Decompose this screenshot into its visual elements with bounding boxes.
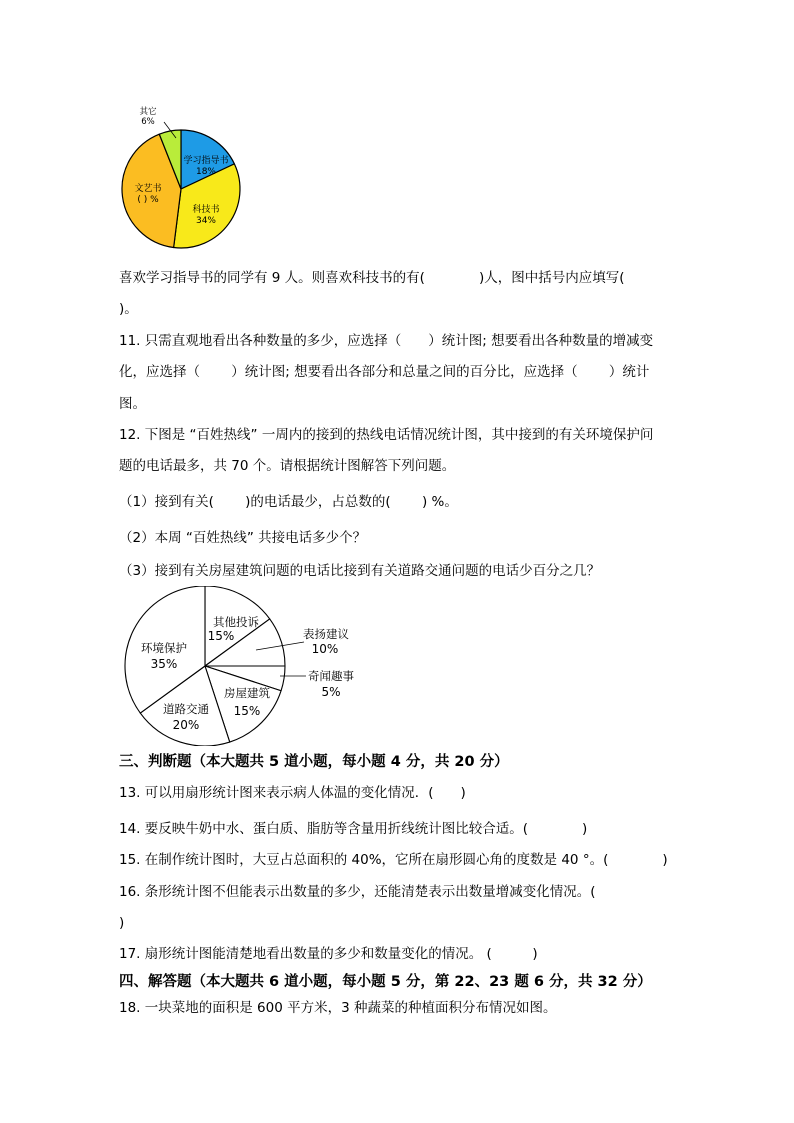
question-12-part-3: （3）接到有关房屋建筑问题的电话比接到有关道路交通问题的电话少百分之几？ bbox=[119, 563, 601, 579]
pie1-value-study: 18% bbox=[195, 167, 217, 177]
text-line: 图。 bbox=[119, 396, 146, 412]
pie2-label-traffic: 道路交通 bbox=[163, 702, 209, 716]
question-16: 16. 条形统计图不但能表示出数量的多少，还能清楚表示出数量增减变化情况。( bbox=[119, 884, 596, 900]
question-18: 18. 一块菜地的面积是 600 平方米，3 种蔬菜的种植面积分布情况如图。 bbox=[119, 1000, 557, 1016]
text-line: 喜欢学习指导书的同学有 9 人。则喜欢科技书的有( )人，图中括号内应填写( bbox=[119, 270, 625, 286]
section-4-heading: 四、解答题（本大题共 6 道小题，每小题 5 分，第 22、23 题 6 分，共 32 分） bbox=[119, 974, 652, 990]
book-pie-chart bbox=[114, 100, 254, 258]
pie2-label-complaints: 其他投诉 bbox=[213, 615, 259, 629]
pie2-value-complaints: 15% bbox=[207, 629, 235, 643]
pie1-label-other: 其它 bbox=[139, 107, 157, 117]
pie2-label-environment: 环境保护 bbox=[141, 641, 187, 655]
question-13: 13. 可以用扇形统计图来表示病人体温的变化情况．( ) bbox=[119, 785, 466, 801]
text-line: 化，应选择（ ）统计图; 想要看出各部分和总量之间的百分比，应选择（ ）统计 bbox=[119, 364, 650, 380]
pie1-value-science: 34% bbox=[195, 216, 217, 226]
pie2-value-traffic: 20% bbox=[172, 718, 200, 732]
text-line: )。 bbox=[119, 301, 138, 317]
pie2-value-housing: 15% bbox=[233, 704, 261, 718]
question-11: 11. 只需直观地看出各种数量的多少，应选择（ ）统计图; 想要看出各种数量的增减变 bbox=[119, 333, 654, 349]
pie2-label-news: 奇闻趣事 bbox=[308, 669, 354, 683]
pie2-label-housing: 房屋建筑 bbox=[224, 686, 270, 700]
pie1-value-other: 6% bbox=[141, 117, 155, 127]
hotline-pie-chart bbox=[120, 586, 370, 746]
pie2-label-praise: 表扬建议 bbox=[303, 627, 349, 641]
pie2-value-environment: 35% bbox=[150, 657, 178, 671]
pie2-value-praise: 10% bbox=[311, 642, 339, 656]
pie1-value-literature: ( ) % bbox=[137, 195, 159, 205]
pie1-label-study: 学习指导书 bbox=[183, 156, 229, 166]
question-12: 12. 下图是 “百姓热线” 一周内的接到的热线电话情况统计图，其中接到的有关环境保护问 bbox=[119, 427, 654, 443]
text-line: ) bbox=[119, 915, 125, 931]
question-12-part-1: （1）接到有关( )的电话最少，占总数的( ) %。 bbox=[119, 494, 458, 510]
pie2-value-news: 5% bbox=[321, 685, 341, 699]
question-17: 17. 扇形统计图能清楚地看出数量的多少和数量变化的情况。 ( ) bbox=[119, 946, 538, 962]
pie1-label-science: 科技书 bbox=[192, 205, 220, 215]
section-3-heading: 三、判断题（本大题共 5 道小题，每小题 4 分，共 20 分） bbox=[119, 754, 509, 770]
question-14: 14. 要反映牛奶中水、蛋白质、脂肪等含量用折线统计图比较合适。( ) bbox=[119, 821, 588, 837]
question-12-part-2: （2）本周 “百姓热线” 共接电话多少个？ bbox=[119, 530, 367, 546]
pie1-label-literature: 文艺书 bbox=[134, 184, 162, 194]
text-line: 题的电话最多，共 70 个。请根据统计图解答下列问题。 bbox=[119, 458, 456, 474]
question-15: 15. 在制作统计图时，大豆占总面积的 40%，它所在扇形圆心角的度数是 40 °。( ) bbox=[119, 852, 668, 868]
